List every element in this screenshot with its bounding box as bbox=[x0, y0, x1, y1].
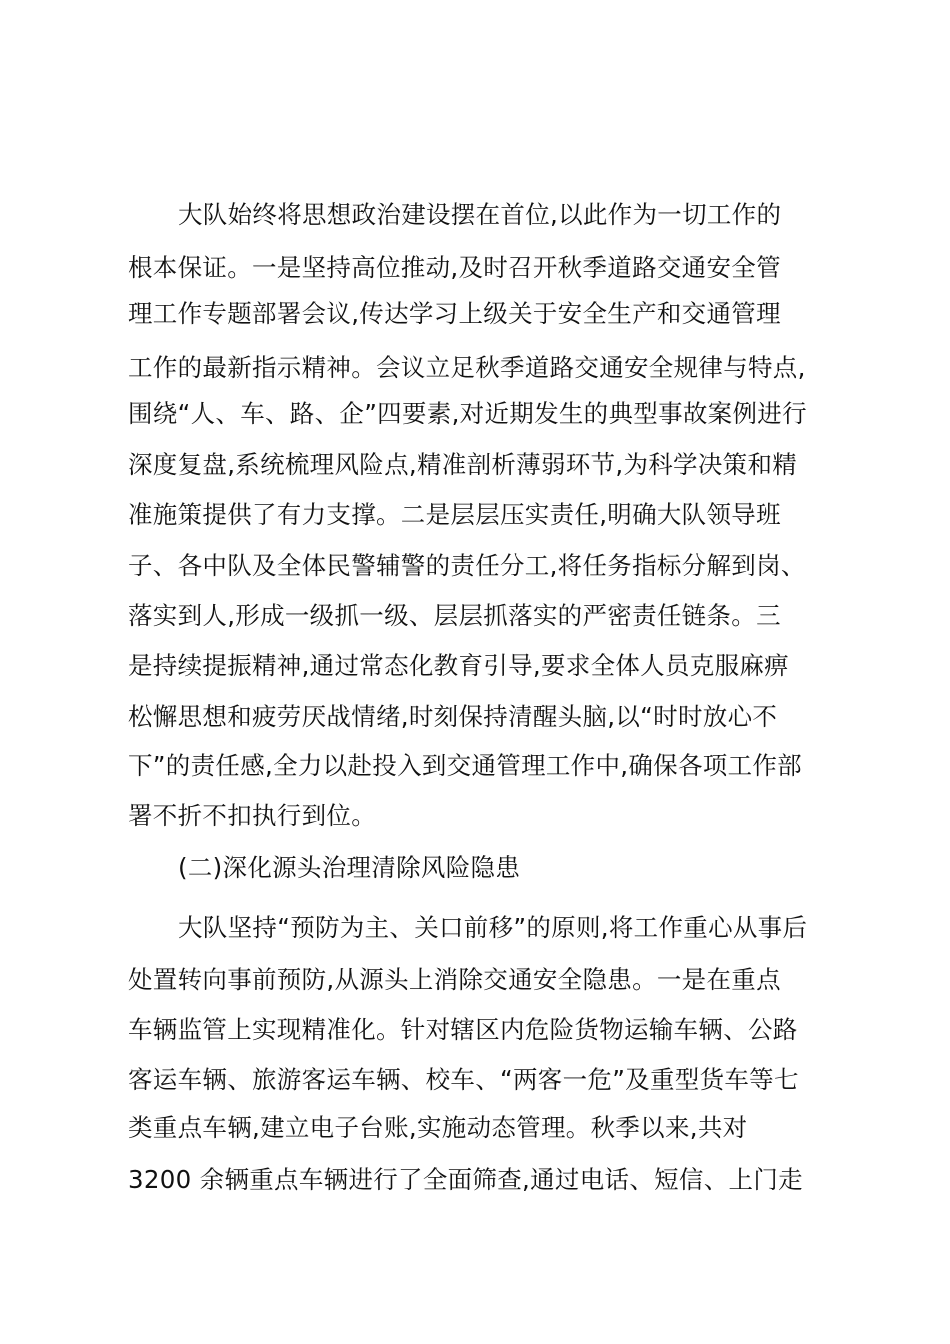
paragraph-1-line-9: 落实到人,形成一级抓一级、层层抓落实的严密责任链条。三 bbox=[128, 601, 781, 630]
paragraph-1-line-12: 下”的责任感,全力以赴投入到交通管理工作中,确保各项工作部 bbox=[128, 751, 802, 780]
paragraph-1-line-1: 大队始终将思想政治建设摆在首位,以此作为一切工作的 bbox=[178, 200, 782, 229]
paragraph-1-line-2: 根本保证。一是坚持高位推动,及时召开秋季道路交通安全管 bbox=[128, 253, 781, 282]
paragraph-1-line-6: 深度复盘,系统梳理风险点,精准剖析薄弱环节,为科学决策和精 bbox=[128, 450, 798, 479]
paragraph-1-line-11: 松懈思想和疲劳厌战情绪,时刻保持清醒头脑,以“时时放心不 bbox=[128, 702, 778, 731]
paragraph-1-line-5: 围绕“人、车、路、企”四要素,对近期发生的典型事故案例进行 bbox=[128, 399, 807, 428]
paragraph-2-line-2: 处置转向事前预防,从源头上消除交通安全隐患。一是在重点 bbox=[128, 965, 781, 994]
paragraph-2-line-3: 车辆监管上实现精准化。针对辖区内危险货物运输车辆、公路 bbox=[128, 1015, 798, 1044]
paragraph-1-line-8: 子、各中队及全体民警辅警的责任分工,将任务指标分解到岗、 bbox=[128, 551, 806, 580]
paragraph-1-line-10: 是持续提振精神,通过常态化教育引导,要求全体人员克服麻痹 bbox=[128, 651, 789, 680]
paragraph-2-line-6: 3200 余辆重点车辆进行了全面筛查,通过电话、短信、上门走 bbox=[128, 1165, 803, 1194]
paragraph-1-line-4: 工作的最新指示精神。会议立足秋季道路交通安全规律与特点, bbox=[128, 353, 806, 382]
paragraph-1-line-13: 署不折不扣执行到位。 bbox=[128, 801, 376, 830]
paragraph-1-line-3: 理工作专题部署会议,传达学习上级关于安全生产和交通管理 bbox=[128, 299, 781, 328]
paragraph-2-line-4: 客运车辆、旅游客运车辆、校车、“两客一危”及重型货车等七 bbox=[128, 1065, 799, 1094]
section-heading: (二)深化源头治理清除风险隐患 bbox=[178, 853, 521, 882]
paragraph-1-line-7: 准施策提供了有力支撑。二是层层压实责任,明确大队领导班 bbox=[128, 500, 781, 529]
paragraph-2-line-1: 大队坚持“预防为主、关口前移”的原则,将工作重心从事后 bbox=[178, 913, 808, 942]
paragraph-2-line-5: 类重点车辆,建立电子台账,实施动态管理。秋季以来,共对 bbox=[128, 1113, 748, 1142]
